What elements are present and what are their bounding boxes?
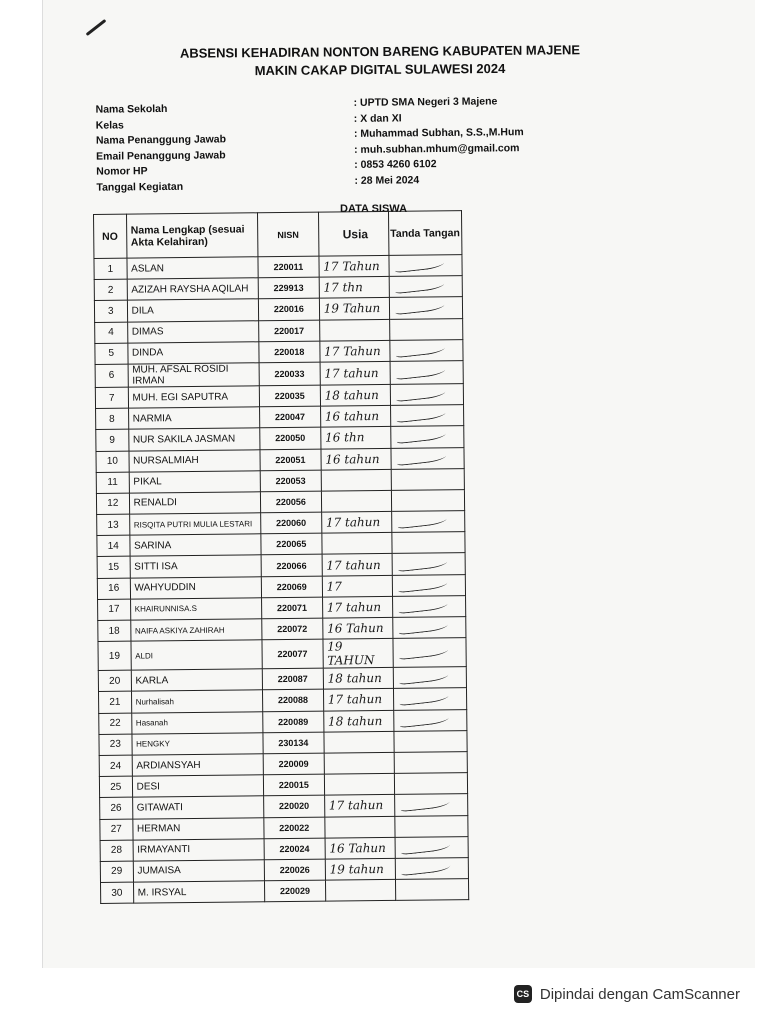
row-age: 19 Tahun — [319, 298, 389, 320]
row-age — [324, 731, 394, 753]
row-no: 15 — [97, 557, 130, 579]
handwritten-signature — [394, 297, 446, 315]
row-no: 8 — [96, 408, 129, 430]
row-name: JUMAISA — [133, 860, 265, 883]
row-name: ARDIANSYAH — [132, 754, 264, 777]
handwritten-signature — [397, 553, 449, 571]
row-age: 16 Tahun — [322, 617, 392, 639]
row-nisn: 220066 — [261, 555, 322, 577]
row-no: 1 — [94, 258, 127, 280]
row-signature — [389, 297, 463, 319]
info-value: : 0853 4260 6102 — [354, 158, 437, 171]
row-no: 22 — [99, 713, 132, 735]
row-age: 16 tahun — [321, 448, 391, 470]
row-nisn: 230134 — [263, 732, 324, 754]
info-value: : Muhammad Subhan, S.S.,M.Hum — [353, 126, 524, 140]
row-no: 30 — [101, 882, 134, 904]
row-age: 17 tahun — [322, 554, 392, 576]
handwritten-signature — [398, 617, 450, 635]
row-name: DILA — [127, 299, 259, 322]
handwritten-signature — [399, 710, 451, 728]
camscanner-text: Dipindai dengan CamScanner — [539, 985, 740, 1003]
row-signature — [391, 447, 465, 469]
row-nisn: 220022 — [264, 817, 325, 839]
info-value: : 28 Mei 2024 — [354, 173, 420, 187]
handwritten-signature — [397, 575, 449, 593]
row-nisn: 220011 — [258, 256, 319, 278]
info-label: Email Penanggung Jawab — [96, 148, 226, 163]
row-signature — [391, 532, 465, 554]
handwritten-signature — [396, 426, 448, 444]
row-name: SITTI ISA — [130, 555, 262, 578]
row-name: DESI — [132, 775, 264, 798]
row-nisn: 220088 — [262, 689, 323, 711]
handwritten-signature — [397, 511, 449, 529]
row-age: 17 thn — [319, 277, 389, 299]
row-nisn: 220009 — [263, 753, 324, 775]
handwritten-signature — [400, 794, 452, 812]
row-age — [324, 774, 394, 796]
row-no: 7 — [95, 387, 128, 409]
row-nisn: 220017 — [259, 320, 320, 342]
camscanner-watermark — [514, 985, 740, 1003]
row-name: AZIZAH RAYSHA AQILAH — [127, 278, 259, 301]
row-nisn: 220018 — [259, 341, 320, 363]
row-age: 17 Tahun — [320, 340, 390, 362]
row-name: MUH. EGI SAPUTRA — [128, 386, 260, 409]
info-label: Nomor HP — [96, 165, 148, 178]
row-nisn: 220069 — [261, 576, 322, 598]
row-signature — [395, 836, 469, 858]
row-age — [322, 533, 392, 555]
row-nisn: 220060 — [261, 512, 322, 534]
handwritten-signature — [398, 642, 450, 660]
handwritten-signature — [400, 837, 452, 855]
row-nisn: 220015 — [263, 774, 324, 796]
row-nisn: 220089 — [263, 711, 324, 733]
row-signature — [394, 752, 468, 774]
row-nisn: 220071 — [262, 597, 323, 619]
row-signature — [394, 794, 468, 816]
row-signature — [392, 574, 466, 596]
row-signature — [389, 255, 463, 277]
row-name: WAHYUDDIN — [130, 576, 262, 599]
row-signature — [390, 384, 464, 406]
header-nisn: NISN — [257, 212, 318, 257]
row-age — [325, 879, 395, 901]
handwritten-signature — [394, 255, 446, 273]
row-age: 18 tahun — [320, 384, 390, 406]
row-name: HERMAN — [132, 817, 264, 840]
row-name: KARLA — [131, 669, 263, 692]
row-age: 18 tahun — [323, 668, 393, 690]
row-age — [321, 490, 391, 512]
row-name: ALDI — [131, 640, 263, 670]
row-nisn: 220047 — [260, 406, 321, 428]
row-age — [319, 319, 389, 341]
row-nisn: 220087 — [262, 668, 323, 690]
info-value: : muh.subhan.mhum@gmail.com — [354, 141, 520, 156]
table-header-row — [94, 211, 462, 259]
row-age: 17 Tahun — [319, 255, 389, 277]
row-nisn: 220053 — [260, 470, 321, 492]
row-no: 13 — [97, 514, 130, 536]
info-values — [354, 94, 525, 189]
row-signature — [391, 490, 465, 512]
document-title: ABSENSI KEHADIRAN NONTON BARENG KABUPATEN MAJENE — [179, 42, 581, 61]
row-name: NURSALMIAH — [129, 449, 261, 472]
row-signature — [390, 405, 464, 427]
row-age: 17 tahun — [322, 596, 392, 618]
header-name: Nama Lengkap (sesuai Akta Kelahiran) — [126, 213, 258, 258]
row-name: Nurhalisah — [131, 690, 263, 713]
row-signature — [389, 276, 463, 298]
handwritten-signature — [395, 340, 447, 358]
row-nisn: 220029 — [264, 880, 325, 902]
row-nisn: 229913 — [258, 277, 319, 299]
handwritten-signature — [395, 362, 447, 380]
row-no: 5 — [95, 343, 128, 365]
handwritten-signature — [396, 405, 448, 423]
row-nisn: 220020 — [264, 795, 325, 817]
row-signature — [395, 857, 469, 879]
row-age — [325, 816, 395, 838]
row-signature — [390, 361, 464, 385]
row-no: 3 — [94, 301, 127, 323]
row-no: 14 — [97, 535, 130, 557]
row-name: IRMAYANTI — [133, 838, 265, 861]
row-signature — [389, 339, 463, 361]
table-row — [98, 638, 466, 671]
row-signature — [392, 595, 466, 617]
row-nisn: 220035 — [259, 385, 320, 407]
document-subtitle: MAKIN CAKAP DIGITAL SULAWESI 2024 — [254, 60, 506, 79]
row-no: 20 — [98, 670, 131, 692]
handwritten-signature — [398, 688, 450, 706]
row-name: NARMIA — [128, 407, 260, 430]
row-no: 26 — [100, 797, 133, 819]
row-no: 21 — [99, 692, 132, 714]
row-age: 16 tahun — [320, 406, 390, 428]
row-nisn: 220024 — [264, 838, 325, 860]
row-no: 27 — [100, 819, 133, 841]
row-no: 4 — [95, 322, 128, 344]
row-name: RENALDI — [129, 492, 261, 515]
row-nisn: 220026 — [264, 859, 325, 881]
row-age — [321, 469, 391, 491]
row-no: 19 — [98, 641, 131, 670]
row-name: MUH. AFSAL ROSIDI IRMAN — [128, 363, 260, 387]
row-name: SARINA — [129, 534, 261, 557]
row-age: 16 Tahun — [325, 837, 395, 859]
row-signature — [394, 773, 468, 795]
row-no: 17 — [98, 599, 131, 621]
row-nisn: 220016 — [258, 299, 319, 321]
info-value: : UPTD SMA Negeri 3 Majene — [353, 95, 498, 109]
row-no: 23 — [99, 734, 132, 756]
table-row — [101, 879, 469, 904]
row-signature — [393, 667, 467, 689]
row-age — [324, 752, 394, 774]
row-no: 12 — [96, 493, 129, 515]
row-name: KHAIRUNNISA.S — [130, 598, 262, 621]
row-age: 18 tahun — [323, 710, 393, 732]
row-age: 17 tahun — [324, 795, 394, 817]
handwritten-signature — [400, 858, 452, 876]
row-age: 17 tahun — [323, 689, 393, 711]
table-body — [94, 255, 469, 904]
row-no: 10 — [96, 451, 129, 473]
row-nisn: 220050 — [260, 427, 321, 449]
section-title: DATA SISWA — [340, 203, 408, 215]
row-nisn: 220077 — [262, 639, 323, 669]
info-labels — [96, 101, 227, 195]
row-name: M. IRSYAL — [133, 881, 265, 904]
row-nisn: 220051 — [260, 449, 321, 471]
handwritten-signature — [398, 667, 450, 685]
row-signature — [394, 815, 468, 837]
row-nisn: 220033 — [259, 362, 320, 386]
row-name: NUR SAKILA JASMAN — [128, 428, 260, 451]
info-label: Kelas — [95, 118, 124, 132]
row-age: 17 tahun — [321, 511, 391, 533]
info-label: Nama Penanggung Jawab — [95, 133, 227, 147]
handwritten-signature — [396, 448, 448, 466]
row-nisn: 220065 — [261, 533, 322, 555]
row-signature — [392, 617, 466, 639]
row-no: 24 — [99, 755, 132, 777]
row-signature — [395, 879, 469, 901]
row-name: RISQITA PUTRI MULIA LESTARI — [129, 513, 261, 536]
header-signature: Tanda Tangan — [388, 211, 462, 256]
row-no: 18 — [98, 620, 131, 642]
row-signature — [393, 638, 467, 668]
row-no: 28 — [100, 840, 133, 862]
row-no: 11 — [96, 472, 129, 494]
info-value: : X dan XI — [353, 111, 402, 125]
row-nisn: 220056 — [260, 491, 321, 513]
row-signature — [393, 709, 467, 731]
row-no: 25 — [99, 776, 132, 798]
info-label: Tanggal Kegiatan — [96, 180, 184, 194]
attendance-table — [93, 210, 469, 904]
row-name: Hasanah — [131, 711, 263, 734]
row-no: 29 — [100, 861, 133, 883]
row-nisn: 220072 — [262, 618, 323, 640]
row-no: 2 — [94, 279, 127, 301]
row-no: 9 — [96, 429, 129, 451]
row-age: 17 — [322, 575, 392, 597]
row-signature — [393, 688, 467, 710]
row-age: 19 TAHUN — [323, 639, 393, 669]
header-age: Usia — [318, 211, 388, 256]
row-name: ASLAN — [127, 257, 259, 280]
row-signature — [391, 468, 465, 490]
attendance-table-wrapper — [93, 210, 469, 904]
row-name: NAIFA ASKIYA ZAHIRAH — [130, 619, 262, 642]
row-signature — [389, 318, 463, 340]
row-signature — [394, 730, 468, 752]
header-no: NO — [94, 214, 127, 258]
row-name: DIMAS — [127, 320, 259, 343]
row-no: 6 — [95, 364, 128, 387]
camscanner-icon: CS — [514, 985, 532, 1003]
row-name: HENGKY — [132, 732, 264, 755]
row-no: 16 — [97, 578, 130, 600]
info-label: Nama Sekolah — [95, 102, 168, 116]
row-signature — [390, 426, 464, 448]
row-age: 19 tahun — [325, 858, 395, 880]
handwritten-signature — [395, 384, 447, 402]
handwritten-signature — [398, 596, 450, 614]
handwritten-signature — [394, 276, 446, 294]
row-age: 17 tahun — [320, 361, 390, 385]
row-name: DINDA — [127, 342, 259, 365]
row-signature — [391, 511, 465, 533]
row-signature — [392, 553, 466, 575]
row-age: 16 thn — [320, 427, 390, 449]
row-name: PIKAL — [129, 470, 261, 493]
row-name: GITAWATI — [132, 796, 264, 819]
